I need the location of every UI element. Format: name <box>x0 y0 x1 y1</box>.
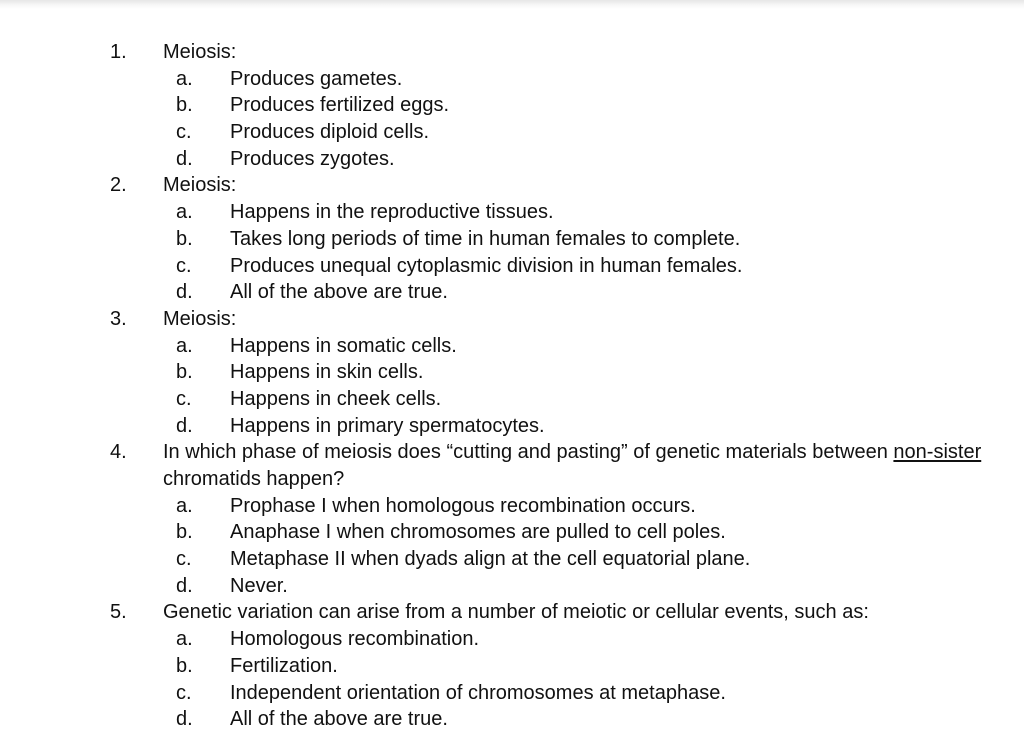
option-letter: d. <box>176 281 193 304</box>
option-text: All of the above are true. <box>230 281 448 304</box>
option-text: Fertilization. <box>230 654 338 677</box>
option-d <box>0 573 1024 600</box>
option-letter: d. <box>176 414 193 437</box>
option-a <box>0 66 1024 93</box>
question-number: 4. <box>110 441 127 464</box>
option-text: Produces gametes. <box>230 67 403 90</box>
option-c <box>0 386 1024 413</box>
option-b <box>0 92 1024 119</box>
option-c <box>0 119 1024 146</box>
option-text: Produces fertilized eggs. <box>230 94 450 117</box>
option-c <box>0 253 1024 280</box>
option-letter: c. <box>176 387 192 410</box>
option-letter: a. <box>176 494 193 517</box>
question-text: Genetic variation can arise from a number of meiotic or cellular events, such as: <box>163 601 869 624</box>
option-c <box>0 680 1024 707</box>
option-text: Happens in skin cells. <box>230 361 424 384</box>
option-d <box>0 413 1024 440</box>
underlined-term: non-sister <box>893 441 982 464</box>
question-2 <box>0 172 1024 305</box>
option-letter: c. <box>176 121 192 144</box>
option-letter: d. <box>176 574 193 597</box>
question-5-stem <box>0 599 1024 626</box>
question-text-part1: In which phase of meiosis does “cutting and pasting” of genetic materials between <box>163 441 894 464</box>
option-text: Happens in cheek cells. <box>230 387 442 410</box>
option-text: Anaphase I when chromosomes are pulled to cell poles. <box>230 521 726 544</box>
option-d <box>0 146 1024 173</box>
option-text: Produces diploid cells. <box>230 121 429 144</box>
question-3-stem <box>0 306 1024 333</box>
option-text: Takes long periods of time in human females to complete. <box>230 227 741 250</box>
option-letter: d. <box>176 147 193 170</box>
question-1 <box>0 39 1024 172</box>
question-1-stem <box>0 39 1024 66</box>
option-letter: a. <box>176 628 193 651</box>
option-letter: a. <box>176 67 193 90</box>
option-b <box>0 226 1024 253</box>
question-number: 3. <box>110 307 127 330</box>
option-letter: d. <box>176 708 193 731</box>
option-letter: c. <box>176 548 192 571</box>
option-d <box>0 279 1024 306</box>
question-4 <box>0 439 1024 599</box>
question-3 <box>0 306 1024 439</box>
option-text: Produces unequal cytoplasmic division in human females. <box>230 254 743 277</box>
option-a <box>0 199 1024 226</box>
option-b <box>0 359 1024 386</box>
option-b <box>0 653 1024 680</box>
option-text: Happens in the reproductive tissues. <box>230 201 554 224</box>
question-text: Meiosis: <box>163 41 237 63</box>
option-text: Produces zygotes. <box>230 147 395 170</box>
question-text-part2: chromatids happen? <box>163 468 345 491</box>
top-shadow-divider <box>0 0 1024 9</box>
option-a <box>0 333 1024 360</box>
option-c <box>0 546 1024 573</box>
option-text: All of the above are true. <box>230 708 448 731</box>
question-2-stem <box>0 172 1024 199</box>
option-letter: a. <box>176 201 193 224</box>
option-letter: b. <box>176 361 193 384</box>
option-d <box>0 706 1024 733</box>
option-letter: c. <box>176 254 192 277</box>
option-letter: b. <box>176 227 193 250</box>
option-letter: a. <box>176 334 193 357</box>
option-text: Happens in somatic cells. <box>230 334 457 357</box>
question-number: 1. <box>110 41 127 63</box>
option-text: Never. <box>230 574 288 597</box>
option-a <box>0 626 1024 653</box>
option-text: Metaphase II when dyads align at the cell equatorial plane. <box>230 548 751 571</box>
option-letter: b. <box>176 654 193 677</box>
question-text <box>163 439 1003 492</box>
option-a <box>0 493 1024 520</box>
option-text: Independent orientation of chromosomes at metaphase. <box>230 681 726 704</box>
option-text: Homologous recombination. <box>230 628 480 651</box>
question-text: Meiosis: <box>163 174 237 197</box>
question-number: 2. <box>110 174 127 197</box>
option-b <box>0 519 1024 546</box>
option-letter: c. <box>176 681 192 704</box>
option-letter: b. <box>176 521 193 544</box>
question-number: 5. <box>110 601 127 624</box>
option-letter: b. <box>176 94 193 117</box>
question-4-stem <box>0 439 1024 492</box>
question-list <box>0 39 1024 733</box>
option-text: Happens in primary spermatocytes. <box>230 414 545 437</box>
question-text: Meiosis: <box>163 307 237 330</box>
option-text: Prophase I when homologous recombination occurs. <box>230 494 696 517</box>
question-5 <box>0 599 1024 732</box>
